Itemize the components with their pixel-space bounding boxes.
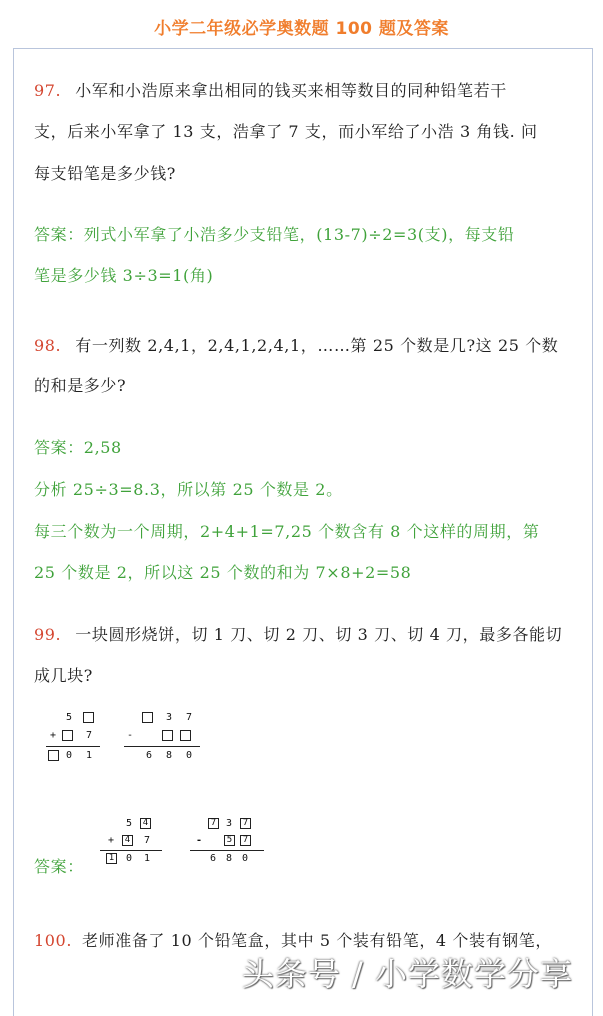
question-100-line-1: 100. 老师准备了 10 个铅笔盒，其中 5 个装有铅笔，4 个装有钢笔，	[34, 931, 552, 950]
answer-97-line-2: 笔是多少钱 3÷3=1(角)	[34, 266, 214, 285]
question-99-line-1: 99. 一块圆形烧饼，切 1 刀、切 2 刀、切 3 刀、切 4 刀，最多各能切	[34, 625, 563, 644]
answer-99-label: 答案：	[34, 857, 84, 876]
question-number: 97.	[34, 81, 62, 100]
question-number: 98.	[34, 336, 62, 355]
sum-rule	[100, 850, 162, 851]
answer-98-line-1: 答案：2,58	[34, 438, 122, 457]
blank-box	[180, 730, 191, 741]
sum-rule	[46, 746, 100, 747]
blank-box	[162, 730, 173, 741]
blank-box	[48, 750, 59, 761]
question-number: 100.	[34, 931, 73, 950]
question-97-line-3: 每支铅笔是多少钱?	[34, 164, 176, 183]
blank-box	[62, 730, 73, 741]
question-97-line-2: 支，后来小军拿了 13 支，浩拿了 7 支，而小军给了小浩 3 角钱. 问	[34, 122, 538, 141]
answer-97-line-1: 答案：列式小军拿了小浩多少支铅笔，(13-7)÷2=3(支)，每支铅	[34, 225, 515, 244]
question-number: 99.	[34, 625, 62, 644]
question-97-line-1: 97. 小军和小浩原来拿出相同的钱买来相等数目的同种铅笔若干	[34, 81, 507, 100]
question-99-line-2: 成几块?	[34, 666, 93, 685]
difference-rule	[124, 746, 200, 747]
blank-box	[83, 712, 94, 723]
blank-box	[142, 712, 153, 723]
watermark: 头条号 / 小学数学分享	[241, 955, 573, 993]
difference-rule	[190, 850, 264, 851]
question-98-line-1: 98. 有一列数 2,4,1，2,4,1,2,4,1，……第 25 个数是几?这 25 个数	[34, 336, 559, 355]
answer-98-line-3: 每三个数为一个周期，2+4+1=7,25 个数含有 8 个这样的周期，第	[34, 522, 540, 541]
page-title: 小学二年级必学奥数题 100 题及答案	[154, 19, 449, 39]
answer-98-line-4: 25 个数是 2，所以这 25 个数的和为 7×8+2=58	[34, 563, 412, 582]
question-98-line-2: 的和是多少?	[34, 376, 127, 395]
answer-98-line-2: 分析 25÷3=8.3，所以第 25 个数是 2。	[34, 480, 343, 499]
